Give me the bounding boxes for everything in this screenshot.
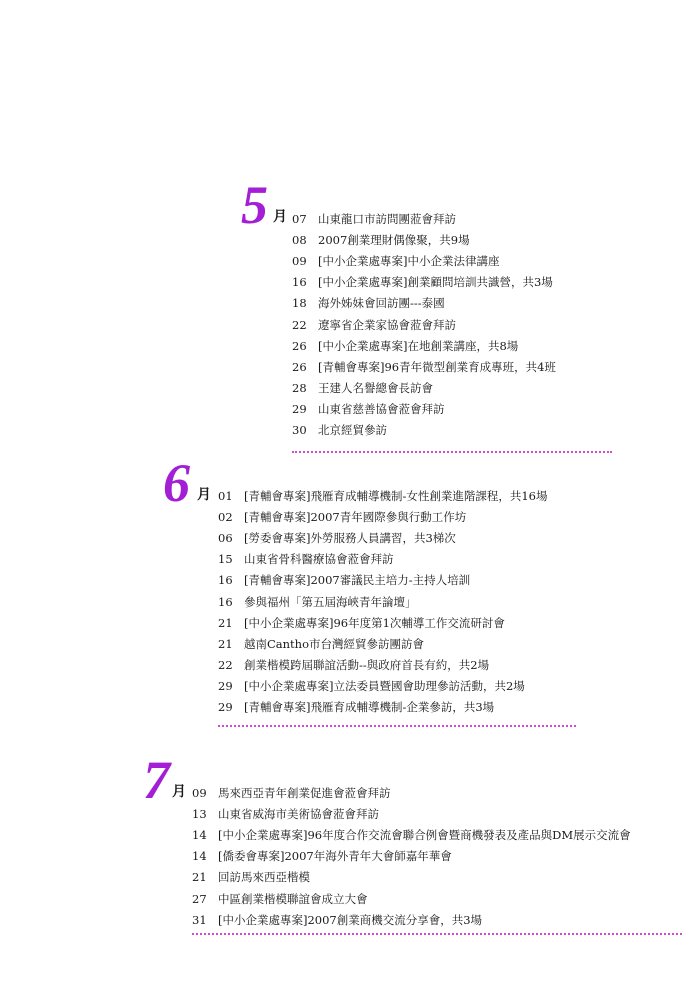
event-row	[218, 485, 548, 506]
event-day: 15	[218, 552, 233, 567]
event-day: 16	[292, 275, 307, 290]
event-row	[292, 420, 556, 441]
month-suffix: 月	[197, 487, 211, 503]
section-divider	[218, 725, 576, 727]
event-row	[192, 846, 631, 867]
event-day: 31	[192, 912, 207, 927]
event-text: [青輔會專案]2007審議民主培力-主持人培訓	[244, 573, 471, 588]
event-text: [中小企業處專案]在地創業講座，共8場	[318, 338, 519, 353]
event-text: 越南Cantho市台灣經貿參訪團訪會	[244, 636, 425, 651]
event-row	[218, 549, 548, 570]
event-day: 13	[192, 806, 207, 821]
event-day: 27	[192, 891, 207, 906]
event-text: 海外姊妹會回訪團---泰國	[318, 296, 445, 311]
event-day: 22	[218, 658, 233, 673]
event-text: 馬來西亞青年創業促進會蒞會拜訪	[218, 785, 391, 800]
event-day: 21	[218, 615, 233, 630]
event-text: [中小企業處專案]2007創業商機交流分享會，共3場	[218, 912, 483, 927]
event-day: 30	[292, 423, 307, 438]
event-row	[292, 293, 556, 314]
event-text: [青輔會專案]96青年微型創業育成專班，共4班	[318, 359, 556, 374]
event-text: 王建人名譽總會長訪會	[318, 381, 433, 396]
event-day: 22	[292, 317, 307, 332]
event-row	[292, 356, 556, 377]
event-day: 09	[292, 253, 307, 268]
event-day: 28	[292, 381, 307, 396]
event-text: [中小企業處專案]創業顧問培訓共識營，共3場	[318, 275, 553, 290]
event-text: 2007創業理財偶像聚，共9場	[318, 232, 470, 247]
event-row	[292, 399, 556, 420]
section-divider	[292, 451, 612, 453]
event-row	[292, 378, 556, 399]
event-list	[292, 208, 556, 441]
event-text: 中區創業楷模聯誼會成立大會	[218, 891, 368, 906]
event-text: 山東省慈善協會蒞會拜訪	[318, 402, 445, 417]
event-text: [青輔會專案]飛雁育成輔導機制-企業參訪，共3場	[244, 700, 495, 715]
month-suffix: 月	[273, 209, 287, 225]
event-day: 18	[292, 296, 307, 311]
event-day: 08	[292, 232, 307, 247]
event-day: 16	[218, 594, 233, 609]
event-text: 山東省威海市美術協會蒞會拜訪	[218, 806, 379, 821]
event-row	[292, 272, 556, 293]
event-text: 遼寧省企業家協會蒞會拜訪	[318, 317, 456, 332]
event-row	[218, 506, 548, 527]
event-day: 21	[192, 870, 207, 885]
event-day: 07	[292, 211, 307, 226]
event-text: 山東省骨科醫療協會蒞會拜訪	[244, 552, 394, 567]
event-day: 26	[292, 338, 307, 353]
event-text: [中小企業處專案]96年度合作交流會聯合例會暨商機發表及產品與DM展示交流會	[218, 827, 631, 842]
event-row	[292, 229, 556, 250]
event-text: [中小企業處專案]96年度第1次輔導工作交流研討會	[244, 615, 505, 630]
event-day: 14	[192, 849, 207, 864]
event-row	[192, 824, 631, 845]
event-row	[218, 612, 548, 633]
event-row	[218, 676, 548, 697]
event-day: 02	[218, 509, 233, 524]
section-divider	[192, 933, 682, 935]
event-day: 16	[218, 573, 233, 588]
event-day: 21	[218, 636, 233, 651]
event-row	[292, 335, 556, 356]
event-row	[192, 909, 631, 930]
event-list	[218, 485, 548, 718]
event-text: 北京經貿參訪	[318, 423, 387, 438]
event-text: [中小企業處專案]中小企業法律講座	[318, 253, 500, 268]
event-row	[292, 208, 556, 229]
event-row	[192, 803, 631, 824]
event-row	[292, 314, 556, 335]
event-row	[292, 250, 556, 271]
event-text: [中小企業處專案]立法委員暨國會助理參訪活動，共2場	[244, 679, 525, 694]
event-row	[192, 867, 631, 888]
event-row	[218, 697, 548, 718]
event-day: 09	[192, 785, 207, 800]
event-day: 29	[292, 402, 307, 417]
event-day: 29	[218, 700, 233, 715]
event-row	[218, 570, 548, 591]
event-row	[218, 527, 548, 548]
event-text: 山東龍口市訪問團蒞會拜訪	[318, 211, 456, 226]
event-day: 29	[218, 679, 233, 694]
event-day: 14	[192, 827, 207, 842]
event-text: [僑委會專案]2007年海外青年大會師嘉年華會	[218, 849, 452, 864]
event-text: [勞委會專案]外勞服務人員講習，共3梯次	[244, 530, 456, 545]
event-text: [青輔會專案]2007青年國際參與行動工作坊	[244, 509, 467, 524]
event-text: [青輔會專案]飛雁育成輔導機制-女性創業進階課程，共16場	[244, 488, 548, 503]
event-row	[218, 655, 548, 676]
month-suffix: 月	[172, 784, 186, 800]
event-row	[218, 591, 548, 612]
event-text: 創業楷模跨屆聯誼活動--與政府首長有約，共2場	[244, 658, 490, 673]
event-day: 26	[292, 359, 307, 374]
event-row	[218, 633, 548, 654]
month-number: 5	[241, 175, 268, 235]
event-day: 06	[218, 530, 233, 545]
event-text: 回訪馬來西亞楷模	[218, 870, 310, 885]
event-list	[192, 782, 631, 930]
event-row	[192, 782, 631, 803]
month-number: 6	[163, 453, 190, 513]
event-row	[192, 888, 631, 909]
event-text: 參與福州「第五屆海峽青年論壇」	[244, 594, 417, 609]
event-day: 01	[218, 488, 233, 503]
month-number: 7	[143, 750, 170, 810]
